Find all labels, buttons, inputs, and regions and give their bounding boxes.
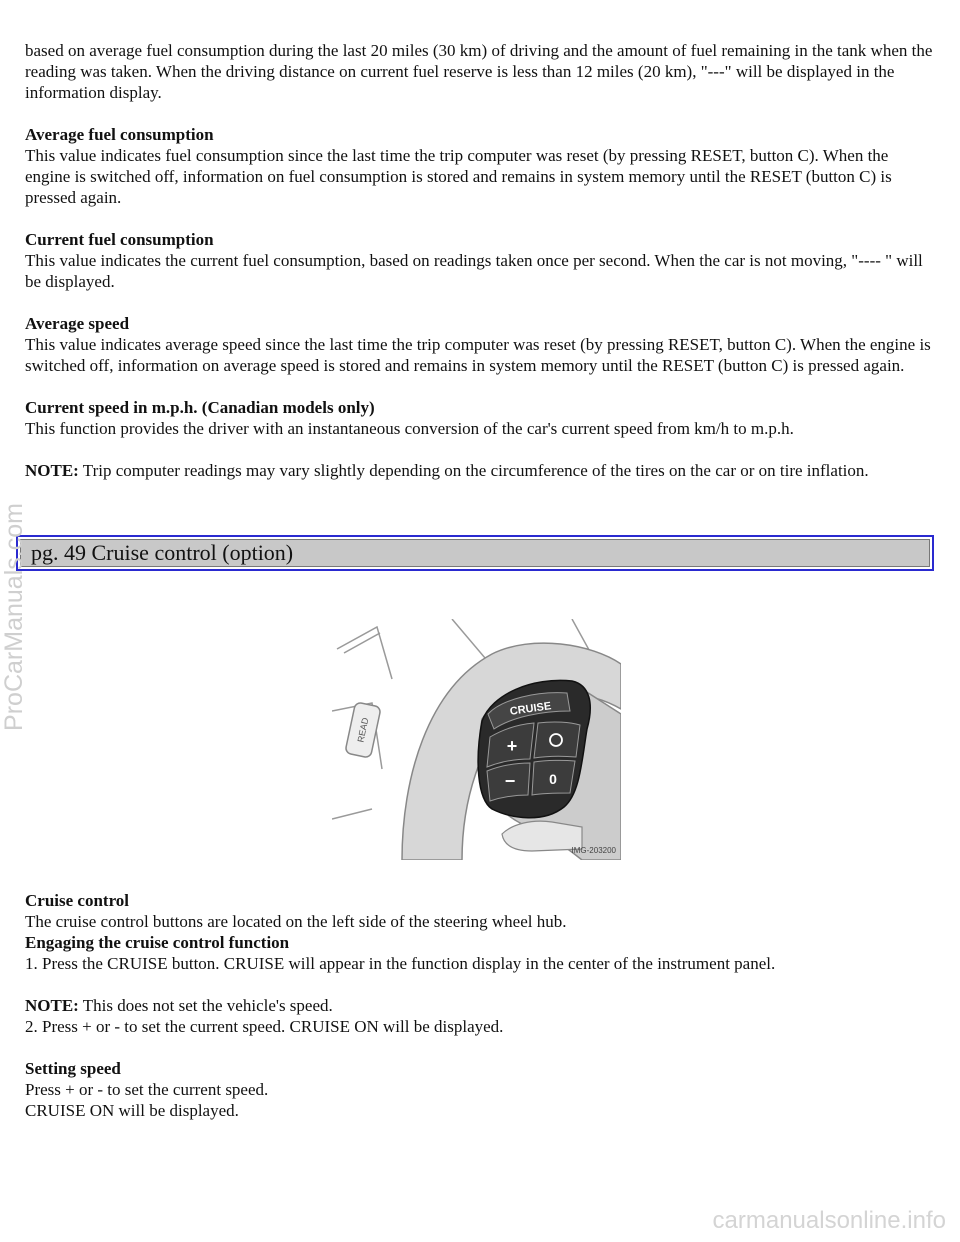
cruise-note-label: NOTE: [25,996,79,1015]
section-current-speed [25,397,937,439]
cruise-button-label: CRUISE [509,700,552,718]
heading-average-speed: Average speed [25,314,130,333]
heading-average-fuel: Average fuel consumption [25,125,214,144]
zero-button [532,760,575,795]
steering-wheel-illustration [332,619,621,860]
setting-line-1: Press + or - to set the current speed. [25,1080,269,1099]
plus-button-label: + [506,736,518,756]
note-label: NOTE: [25,461,79,480]
heading-cruise-control: Cruise control [25,891,130,910]
section-current-fuel [25,229,937,292]
section-average-speed [25,313,937,376]
minus-button [487,763,530,801]
document-body [25,40,937,502]
body-current-speed: This function provides the driver with an instantaneous conversion of the car's current speed from km/h to m.p.h. [25,419,794,438]
cruise-section [25,890,937,1142]
heading-engaging: Engaging the cruise control function [25,933,290,952]
body-current-fuel: This value indicates the current fuel consumption, based on readings taken once per second. When the car is not moving, "---- " will be displayed. [25,251,923,291]
heading-current-fuel: Current fuel consumption [25,230,214,249]
read-label: READ [355,716,371,744]
note-text: Trip computer readings may vary slightly depending on the circumference of the tires on the car or on tire inflation. [78,461,869,480]
cruise-note-text: This does not set the vehicle's speed. [78,996,333,1015]
zero-button-label: 0 [549,771,557,787]
section-average-fuel [25,124,937,208]
heading-current-speed: Current speed in m.p.h. (Canadian models only) [25,398,375,417]
watermark-bottom: carmanualsonline.info [712,1207,946,1234]
intro-paragraph: based on average fuel consumption during the last 20 miles (30 km) of driving and the amount of fuel remaining in the tank when the reading was taken. When the driving distance on current fuel reserve is less than 12 miles (20 km), "---" will be displayed in the information display. [25,41,933,102]
cruise-note [25,995,937,1037]
image-code: IMG-203200 [571,846,616,855]
setting-line-2: CRUISE ON will be displayed. [25,1101,239,1120]
step-2: 2. Press + or - to set the current speed. CRUISE ON will be displayed. [25,1017,504,1036]
cruise-intro [25,890,937,974]
cruise-body: The cruise control buttons are located on the left side of the steering wheel hub. [25,912,567,931]
resume-button [534,722,580,758]
heading-setting-speed: Setting speed [25,1059,121,1078]
section-title: pg. 49 Cruise control (option) [31,540,294,565]
read-button [345,702,381,758]
section-title-bar [16,535,934,571]
body-average-speed: This value indicates average speed since the last time the trip computer was reset (by pressing RESET, button C). When the engine is switched off, information on average speed is stored and remains in system memory until the RESET (button C) is pressed again. [25,335,931,375]
setting-speed [25,1058,937,1121]
body-average-fuel: This value indicates fuel consumption since the last time the trip computer was reset (by pressing RESET, button C). When the engine is switched off, information on fuel consumption is stored and remains in system memory until the RESET (button C) is pressed again. [25,146,892,207]
watermark-left: ProCarManuals.com [0,503,28,731]
cruise-control-figure [332,619,621,860]
note-trip-computer [25,460,937,481]
minus-button-label: − [504,771,516,791]
step-1: 1. Press the CRUISE button. CRUISE will appear in the function display in the center of the instrument panel. [25,954,776,973]
thumb [502,821,582,851]
